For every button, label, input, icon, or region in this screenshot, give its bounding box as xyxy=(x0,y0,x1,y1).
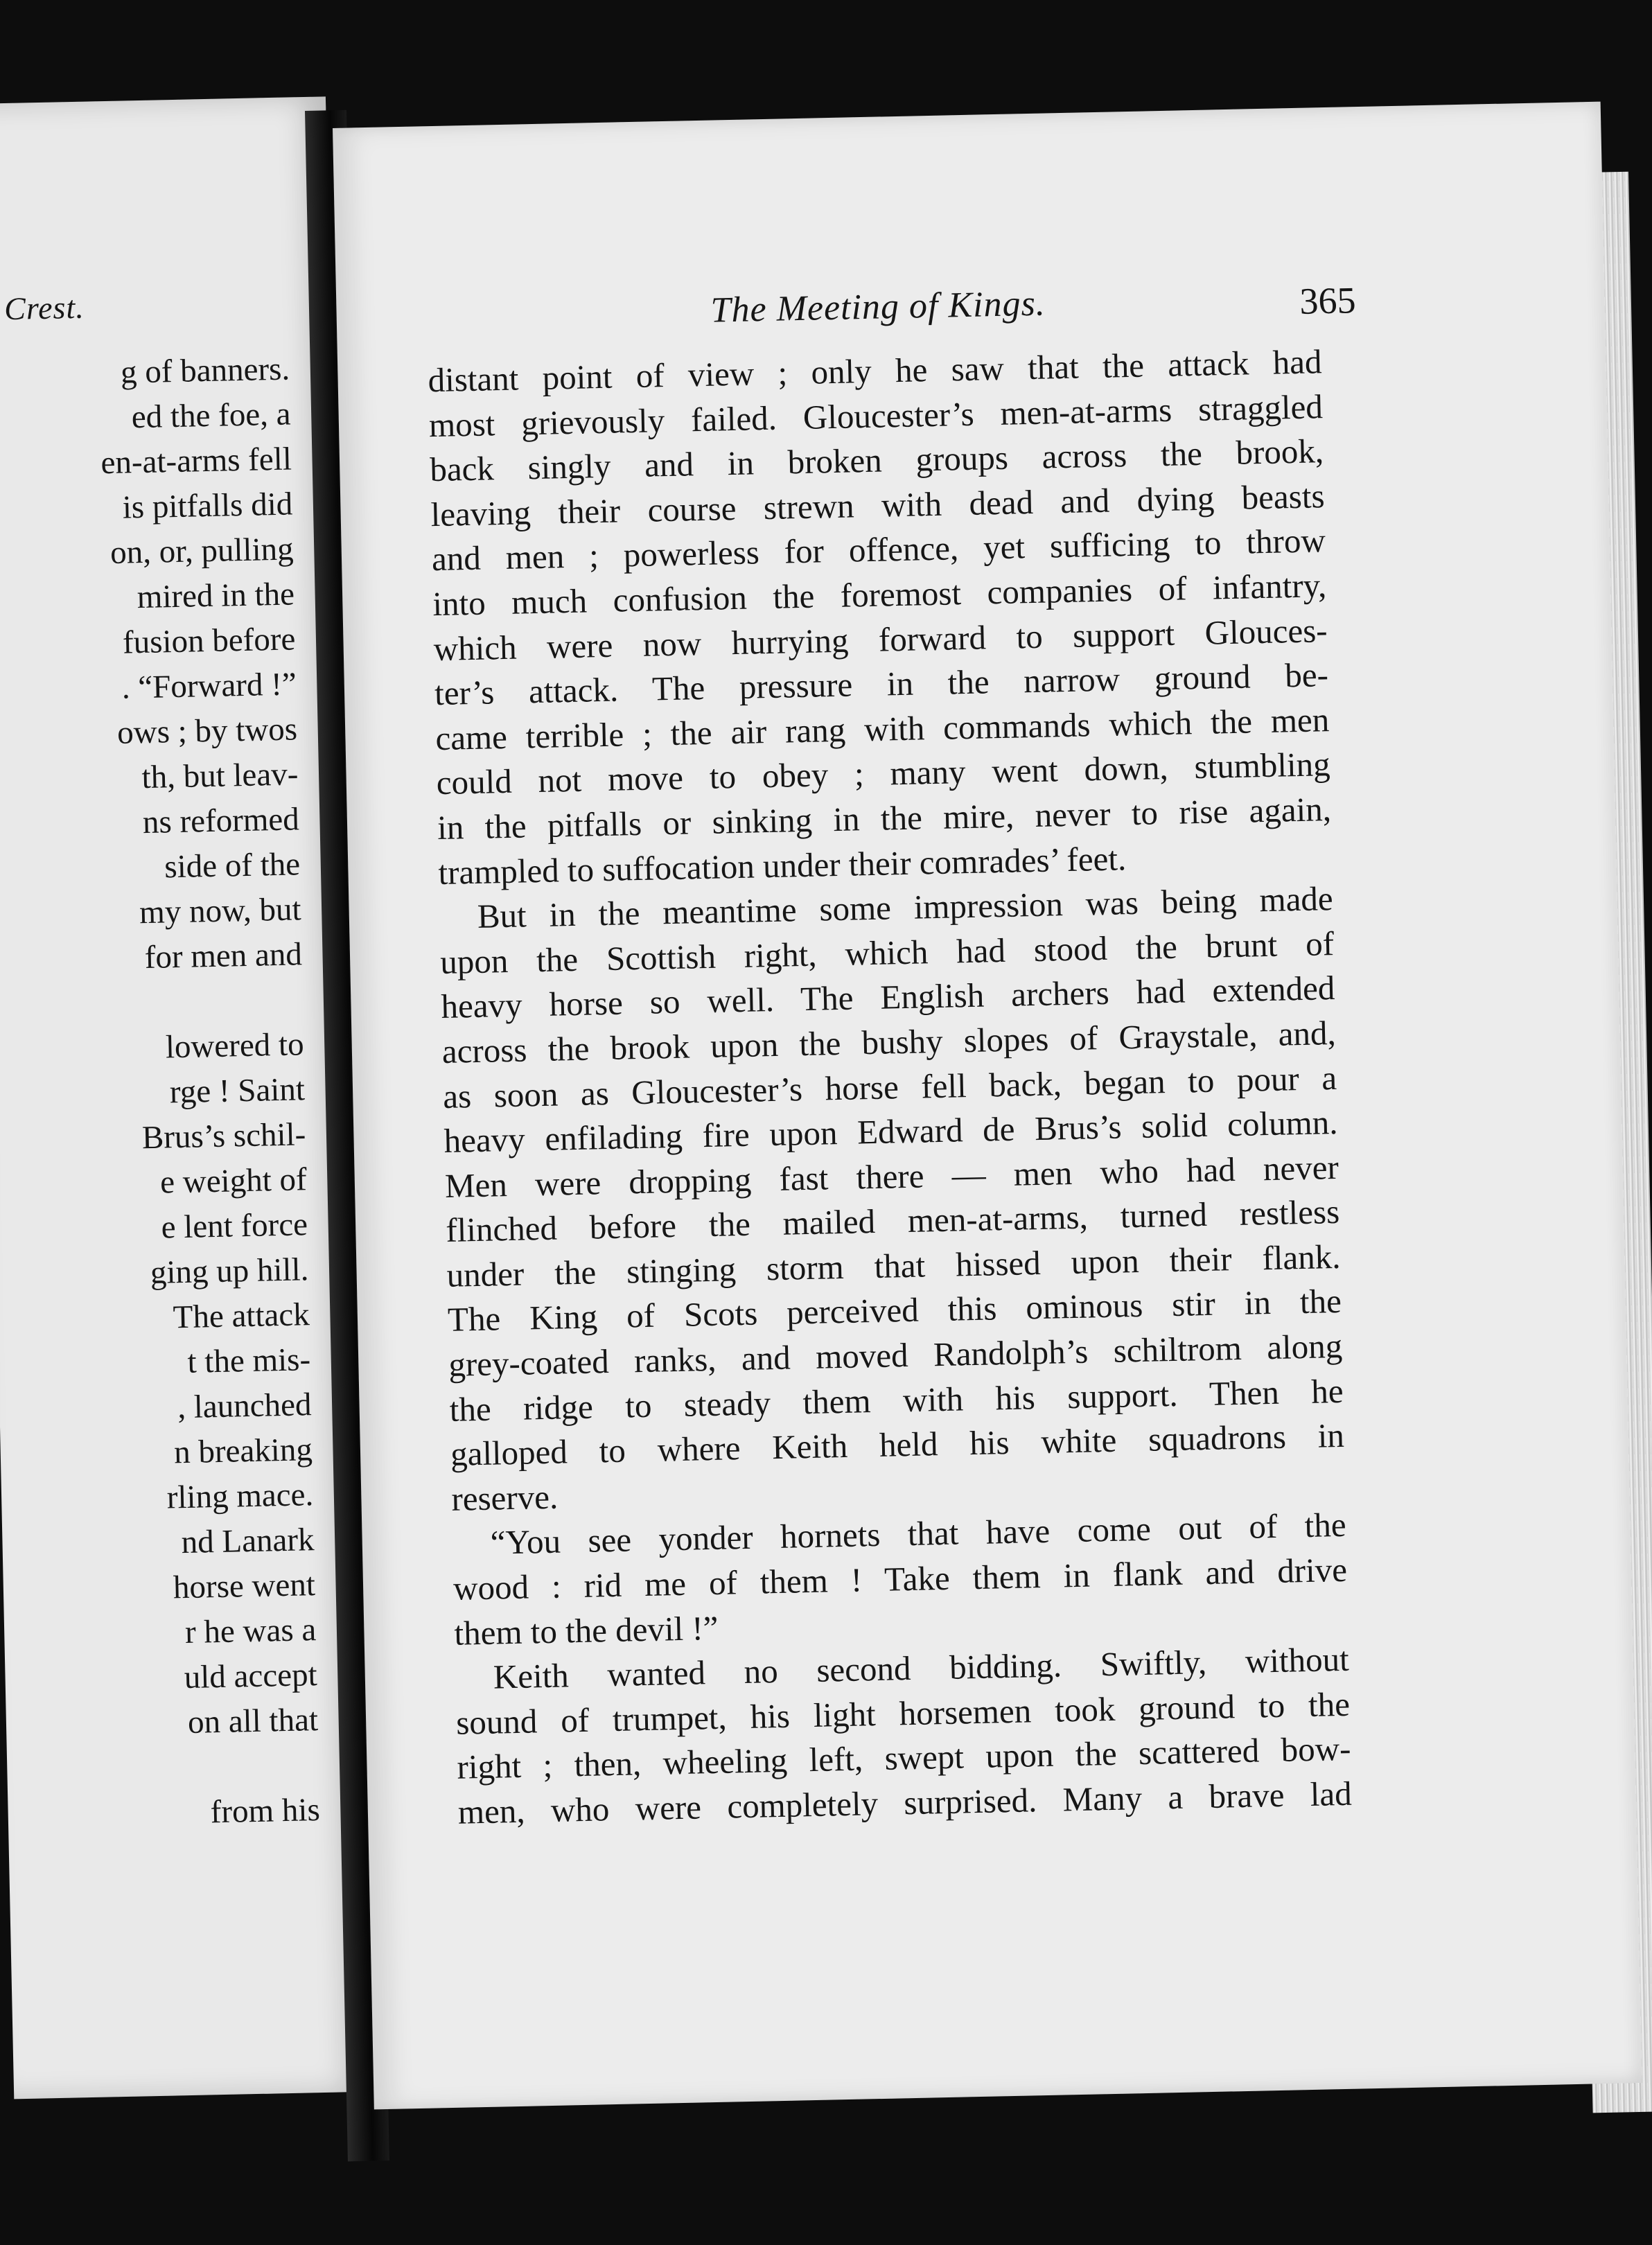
text-line: e weight of xyxy=(159,1161,308,1201)
text-line: nd Lanark xyxy=(181,1522,315,1561)
text-line: on, or, pulling xyxy=(109,531,295,571)
text-line: wood : rid me of them ! Take them in flank and drive xyxy=(452,1550,1348,1608)
text-line: The attack xyxy=(173,1296,310,1336)
text-line: e lent force xyxy=(161,1206,308,1246)
text-line: flinched before the mailed men-at-arms, turned restless xyxy=(445,1192,1340,1250)
text-line: ows ; by twos xyxy=(116,711,298,751)
text-line xyxy=(35,1743,319,1794)
text-line: them to the devil !” xyxy=(453,1608,719,1653)
text-line: for men and xyxy=(144,936,303,976)
text-line: in the pitfalls or sinking in the mire, never to rise again, xyxy=(437,789,1332,847)
text-line: But in the meantime some impression was being made xyxy=(477,879,1334,935)
text-line: The King of Scots perceived this ominous stir in the xyxy=(447,1282,1342,1339)
text-line: as soon as Gloucester’s horse fell back, began to pour a xyxy=(442,1058,1337,1116)
left-page-text xyxy=(6,346,321,1838)
text-line: which were now hurrying forward to support Glouces- xyxy=(433,610,1328,668)
text-line: came terrible ; the air rang with commands which the men xyxy=(434,700,1330,757)
text-line: n breaking xyxy=(173,1432,313,1471)
text-line: rge ! Saint xyxy=(169,1071,306,1111)
right-page xyxy=(333,102,1642,2110)
text-line: my now, but xyxy=(139,891,301,931)
text-line: men, who were completely surprised. Many a brave lad xyxy=(457,1774,1353,1831)
text-line: heavy horse so well. The English archers had extended xyxy=(441,969,1335,1026)
text-line: r he was a xyxy=(184,1612,317,1651)
text-line: side of the xyxy=(164,846,301,886)
text-line: reserve. xyxy=(450,1477,559,1518)
text-line: the ridge to steady them with his support. Then he xyxy=(449,1371,1344,1429)
text-line: , launched xyxy=(177,1386,312,1426)
text-line: lowered to xyxy=(165,1026,305,1066)
page-number: 365 xyxy=(1299,279,1357,322)
text-line: across the brook upon the bushy slopes of Graystale, and, xyxy=(441,1013,1337,1071)
left-running-head: Crest. xyxy=(3,289,85,327)
text-line: grey-coated ranks, and moved Randolph’s schiltrom along xyxy=(448,1326,1343,1384)
text-line: distant point of view ; only he saw that the attack had xyxy=(428,342,1322,400)
text-line: t the mis- xyxy=(187,1341,311,1380)
text-line: mired in the xyxy=(137,576,295,616)
text-line: leaving their course strewn with dead and dying beasts xyxy=(430,476,1325,534)
text-line: could not move to obey ; many went down, stumbling xyxy=(436,745,1331,802)
text-line: uld accept xyxy=(184,1657,318,1696)
text-line: ging up hill. xyxy=(150,1251,309,1291)
text-line: on all that xyxy=(187,1702,319,1741)
text-line: . “Forward !” xyxy=(121,666,297,706)
text-line: th, but leav- xyxy=(141,756,299,796)
text-line: “You see yonder hornets that have come out of the xyxy=(490,1506,1347,1562)
text-line: ns reformed xyxy=(142,801,300,841)
text-line: from his xyxy=(210,1792,321,1831)
text-line: en-at-arms fell xyxy=(100,441,292,482)
text-line: ter’s attack. The pressure in the narrow ground be- xyxy=(434,655,1329,713)
text-line: ed the foe, a xyxy=(131,396,292,436)
text-line: Brus’s schil- xyxy=(141,1116,306,1156)
text-line: sound of trumpet, his light horsemen took ground to the xyxy=(455,1684,1351,1742)
text-line: most grievously failed. Gloucester’s men-at-arms straggled xyxy=(428,387,1324,444)
text-line xyxy=(19,977,304,1028)
text-line: back singly and in broken groups across the brook, xyxy=(429,432,1324,489)
text-line: trampled to suffocation under their comrades’ feet. xyxy=(437,838,1127,892)
page-body-text xyxy=(428,340,1352,1835)
text-line: and men ; powerless for offence, yet sufficing to throw xyxy=(431,521,1326,579)
text-line: Keith wanted no second bidding. Swiftly, without xyxy=(493,1639,1350,1696)
text-line: under the stinging storm that hissed upon their flank. xyxy=(446,1237,1341,1294)
running-head: The Meeting of Kings. xyxy=(710,283,1046,331)
text-line: right ; then, wheeling left, swept upon the scattered bow- xyxy=(457,1729,1351,1787)
text-line: rling mace. xyxy=(166,1477,314,1516)
text-line: heavy enfilading fire upon Edward de Brus’s solid column. xyxy=(443,1103,1338,1161)
text-line: upon the Scottish right, which had stood the brunt of xyxy=(439,924,1335,981)
text-line: horse went xyxy=(173,1567,316,1606)
text-line: into much confusion the foremost companies of infantry, xyxy=(432,566,1327,624)
text-line: Men were dropping fast there — men who had never xyxy=(444,1147,1339,1205)
text-line: is pitfalls did xyxy=(122,486,293,526)
text-line: fusion before xyxy=(122,621,296,661)
text-line: g of banners. xyxy=(120,351,290,391)
text-line: galloped to where Keith held his white squadrons in xyxy=(450,1416,1345,1474)
